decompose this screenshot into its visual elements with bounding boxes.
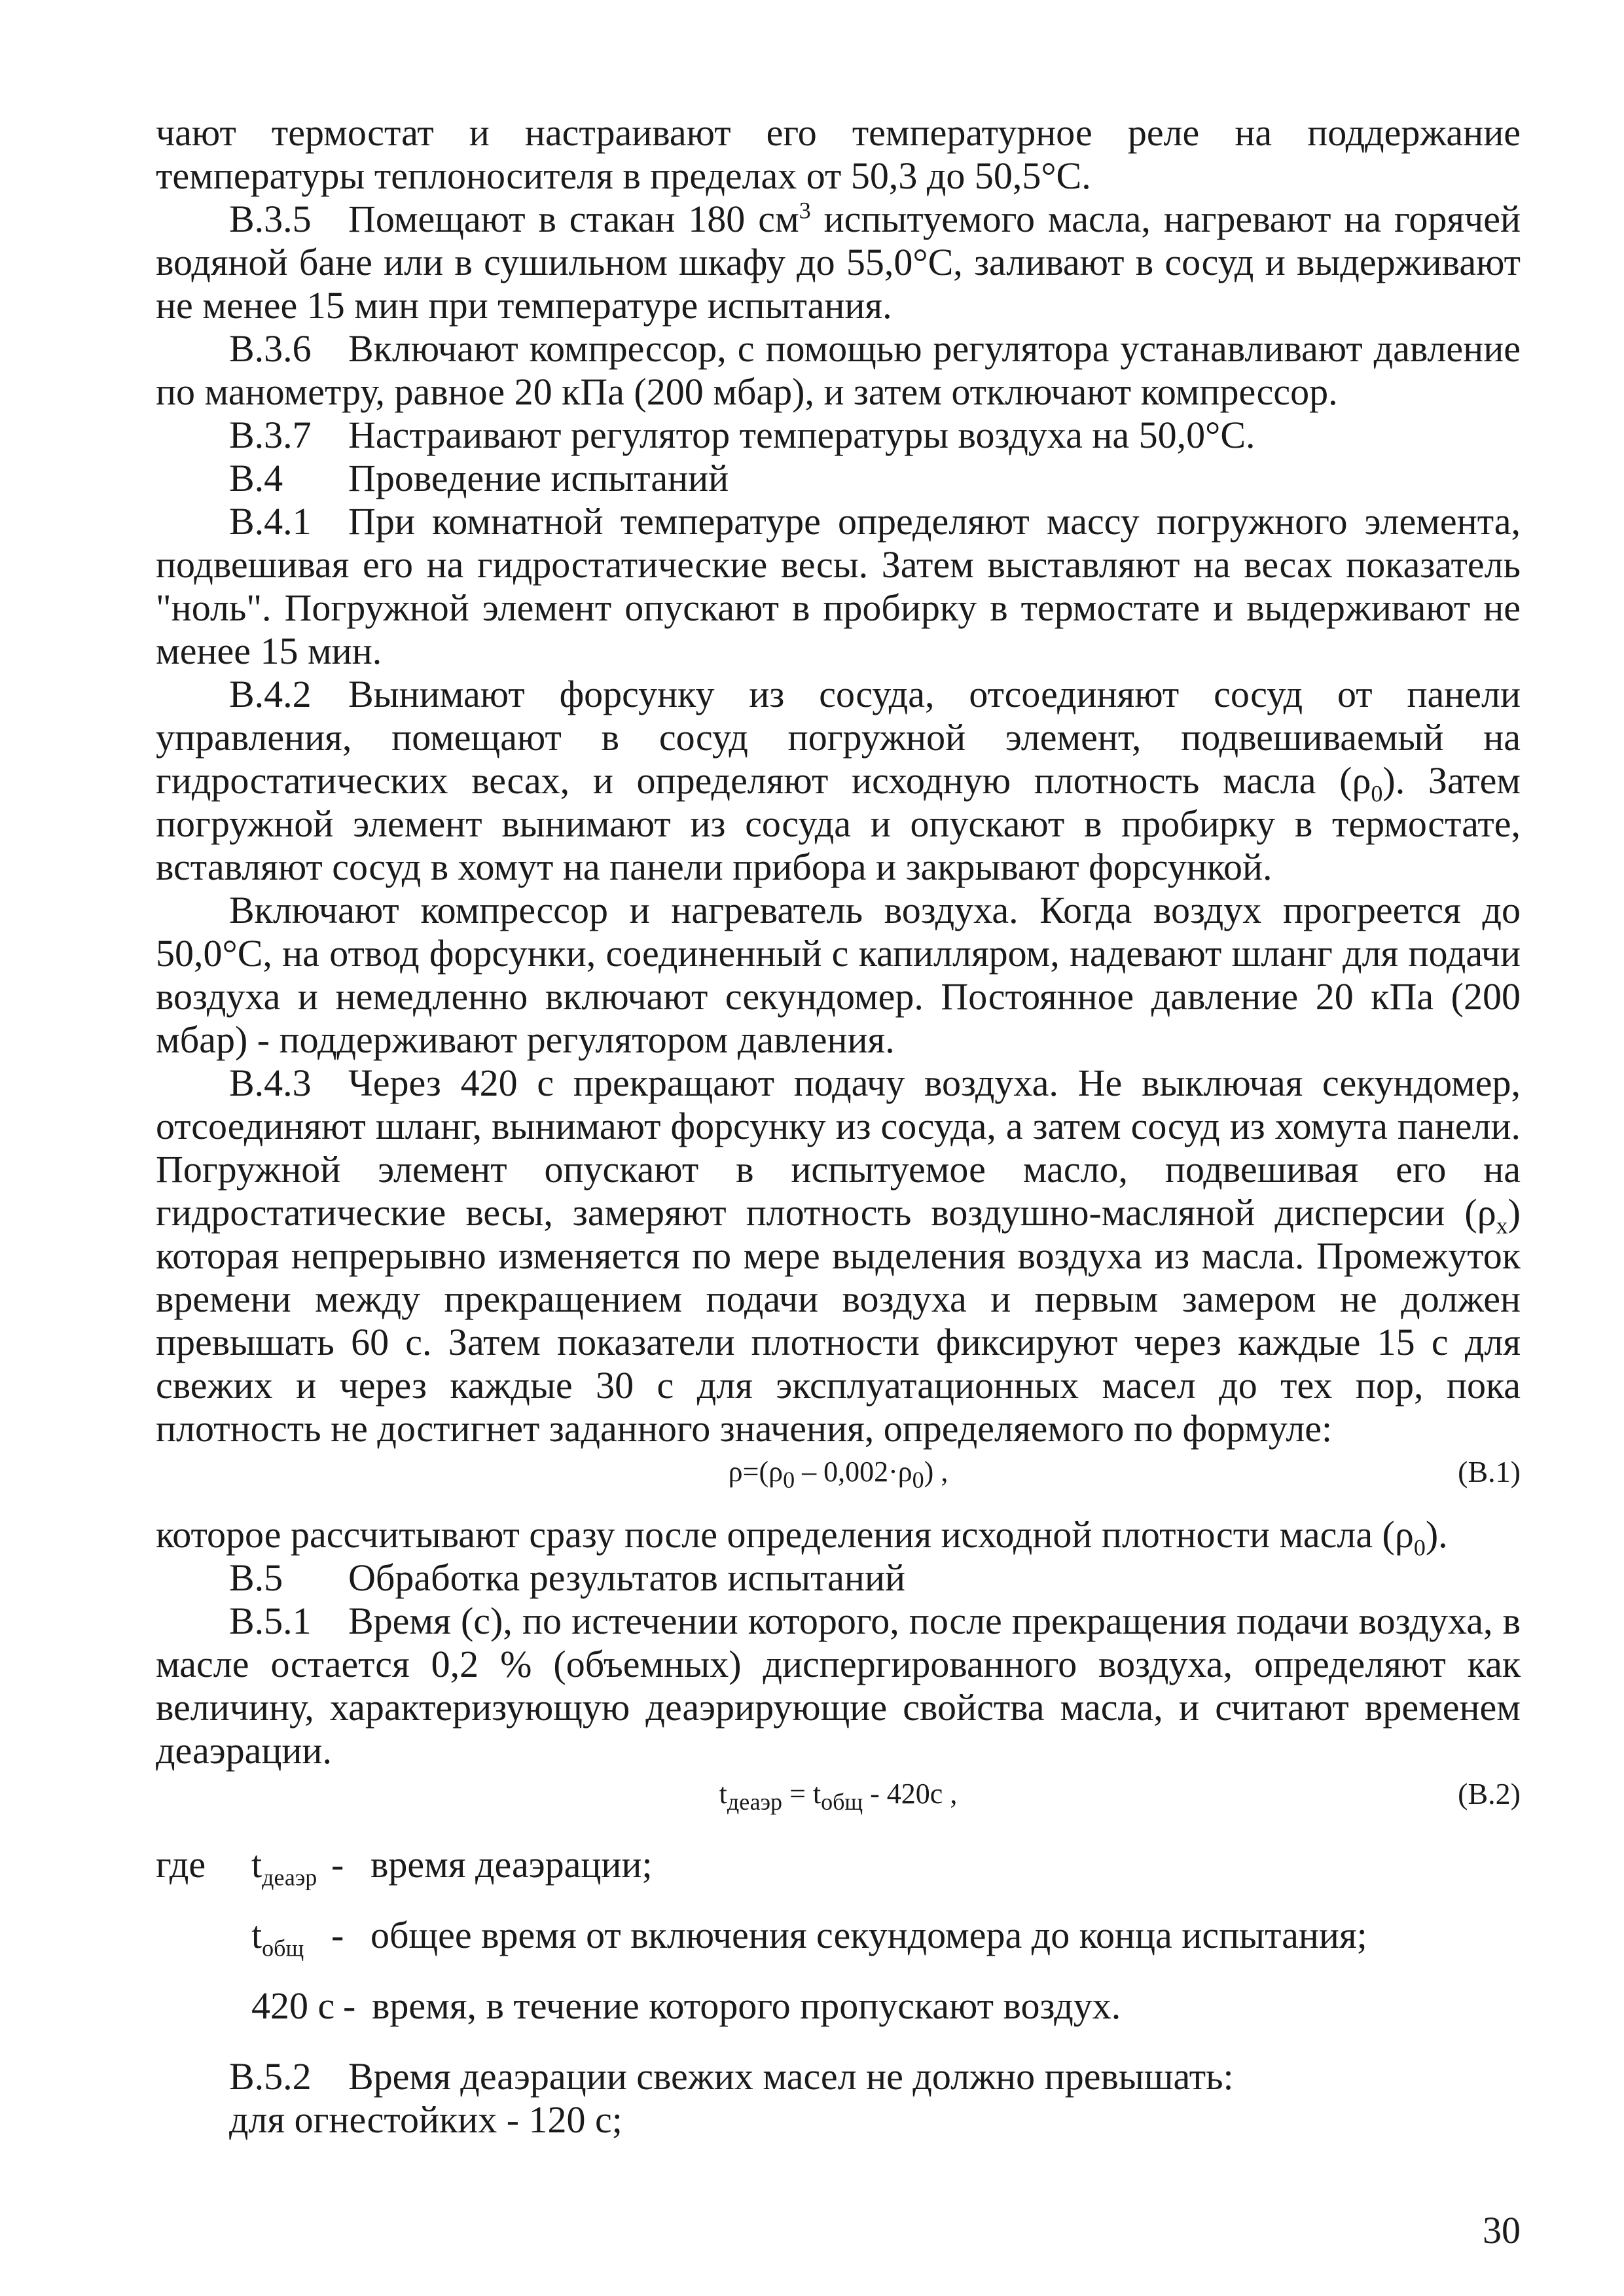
definition-dash: - xyxy=(331,1914,344,1956)
paragraph-b51 xyxy=(156,1600,1521,1772)
paragraph-text: ). Затем погружной элемент вынимают из сосуда и опускают в пробирку в термостате, вставляют сосуд в хомут на панели прибора и закрывают форсункой. xyxy=(156,759,1521,888)
clause-number: В.4.3 xyxy=(229,1062,312,1104)
paragraph-text: Через 420 с прекращают подачу воздуха. Не выключая секундомер, отсоединяют шланг, вынимают форсунку из сосуда, а затем сосуд из хомута панели. Погружной элемент опускают в испытуемое масло, подвешивая его на гидростатические весы, замеряют плотность воздушно-масляной дисперсии (ρ xyxy=(156,1062,1521,1234)
subscript: 0 xyxy=(1413,1534,1426,1561)
clause-number: В.4.1 xyxy=(229,500,312,543)
paragraph-intro: чают термостат и настраивают его температурное реле на поддержание температуры теплоносителя в пределах от 50,3 до 50,5°С. xyxy=(156,111,1521,197)
symbol: t xyxy=(251,1843,262,1886)
clause-number: В.4 xyxy=(229,457,283,499)
paragraph-b42 xyxy=(156,673,1521,889)
formula-expression xyxy=(156,1450,1521,1494)
paragraph-text: Время (с), по истечении которого, после прекращения подачи воздуха, в масле остается 0,2 % (объемных) диспергированного воздуха, определяют как величину, характеризующую деаэрирующие свойства масла, и считают временем деаэрации. xyxy=(156,1600,1521,1772)
paragraph-list-item: для огнестойких - 120 с; xyxy=(229,2098,623,2141)
formula-part: – 0,002·ρ xyxy=(795,1456,912,1488)
definition-text: время, в течение которого пропускают воздух. xyxy=(372,1984,1121,2027)
formula-number: (В.2) xyxy=(1458,1777,1521,1810)
definition-text: время деаэрации; xyxy=(370,1843,653,1886)
formula-subscript: 0 xyxy=(912,1466,924,1493)
clause-number: В.3.7 xyxy=(229,414,312,456)
definition-text: общее время от включения секундомера до конца испытания; xyxy=(370,1914,1367,1956)
paragraph-text: ). xyxy=(1425,1513,1448,1556)
symbol-subscript: деаэр xyxy=(262,1864,317,1891)
paragraph-b41 xyxy=(156,500,1521,673)
definition-symbol: 420 с xyxy=(251,1984,335,2027)
clause-number: В.5.1 xyxy=(229,1600,312,1642)
symbol: t xyxy=(251,1914,262,1956)
symbol-subscript: общ xyxy=(262,1935,304,1962)
section-title: Обработка результатов испытаний xyxy=(348,1556,906,1599)
page-number: 30 xyxy=(1483,2209,1521,2251)
definition-symbol xyxy=(251,1914,331,1962)
paragraph-text: Настраивают регулятор температуры воздуха на 50,0°С. xyxy=(348,414,1255,456)
paragraph-text: Время деаэрации свежих масел не должно превышать: xyxy=(348,2055,1234,2098)
formula-subscript: 0 xyxy=(783,1466,795,1493)
formula-part: ρ=(ρ xyxy=(728,1456,784,1488)
section-heading-b5 xyxy=(156,1556,1521,1600)
formula-subscript: общ xyxy=(821,1788,863,1815)
clause-number: В.3.5 xyxy=(229,198,312,240)
paragraph-after-formula xyxy=(156,1513,1521,1561)
paragraph-text: Включают компрессор, с помощью регулятора устанавливают давление по манометру, равное 20 кПа (200 мбар), и затем отключают компрессор. xyxy=(156,327,1521,413)
definition-dash: - xyxy=(331,1843,344,1886)
superscript: 3 xyxy=(799,197,811,224)
formula-expression xyxy=(156,1772,1521,1816)
definitions-list xyxy=(156,1843,1521,2028)
paragraph-text: ) которая непрерывно изменяется по мере выделения воздуха из масла. Промежуток времени между прекращением подачи воздуха и первым замером не должен превышать 60 с. Затем показатели плотности фиксируют через каждые 15 с для свежих и через каждые 30 с для эксплуатационных масел до тех пор, пока плотность не достигнет заданного значения, определяемого по формуле: xyxy=(156,1191,1521,1450)
where-label: где xyxy=(156,1843,206,1886)
paragraph-text: которое рассчитывают сразу после определения исходной плотности масла (ρ xyxy=(156,1513,1414,1556)
subscript: 0 xyxy=(1371,780,1383,807)
section-heading-b4 xyxy=(156,457,1521,500)
clause-number: В.4.2 xyxy=(229,673,312,715)
definition-row xyxy=(156,1914,1521,1962)
formula-b1 xyxy=(156,1450,1521,1494)
paragraph-b36 xyxy=(156,327,1521,414)
section-title: Проведение испытаний xyxy=(348,457,729,499)
formula-subscript: деаэр xyxy=(727,1788,783,1815)
paragraph-text: Помещают в стакан 180 см xyxy=(348,198,799,240)
formula-part: ) , xyxy=(924,1456,948,1488)
subscript: x xyxy=(1496,1212,1508,1239)
formula-number: (В.1) xyxy=(1458,1455,1521,1488)
paragraph-text: Вынимают форсунку из сосуда, отсоединяют сосуд от панели управления, помещают в сосуд погружной элемент, подвешиваемый на гидростатических весах, и определяют исходную плотность масла (ρ xyxy=(156,673,1521,802)
paragraph-b35 xyxy=(156,198,1521,327)
formula-part: = t xyxy=(782,1778,821,1810)
clause-number: В.5.2 xyxy=(229,2055,312,2098)
formula-part: - 420с , xyxy=(863,1778,958,1810)
paragraph-b43 xyxy=(156,1062,1521,1450)
clause-number: В.5 xyxy=(229,1556,283,1599)
definition-dash: - xyxy=(343,1984,356,2027)
formula-part: t xyxy=(719,1778,727,1810)
paragraph-compressor: Включают компрессор и нагреватель воздуха. Когда воздух прогреется до 50,0°С, на отвод форсунки, соединенный с капилляром, надевают шланг для подачи воздуха и немедленно включают секундомер. Постоянное давление 20 кПа (200 мбар) - поддерживают регулятором давления. xyxy=(156,889,1521,1061)
paragraph-text: При комнатной температуре определяют массу погружного элемента, подвешивая его на гидростатические весы. Затем выставляют на весах показатель "ноль". Погружной элемент опускают в пробирку в термостате и выдерживают не менее 15 мин. xyxy=(156,500,1521,672)
document-page xyxy=(156,111,1521,2142)
formula-b2 xyxy=(156,1772,1521,1816)
clause-number: В.3.6 xyxy=(229,327,312,370)
paragraph-b37 xyxy=(156,414,1521,457)
paragraph-text: испытуемого масла, нагревают на горячей водяной бане или в сушильном шкафу до 55,0°С, заливают в сосуд и выдерживают не менее 15 мин при температуре испытания. xyxy=(156,198,1521,327)
definition-symbol xyxy=(251,1843,331,1891)
definition-row xyxy=(156,1843,1521,1891)
paragraph-b52 xyxy=(156,2055,1521,2098)
definition-row xyxy=(156,1984,1521,2028)
